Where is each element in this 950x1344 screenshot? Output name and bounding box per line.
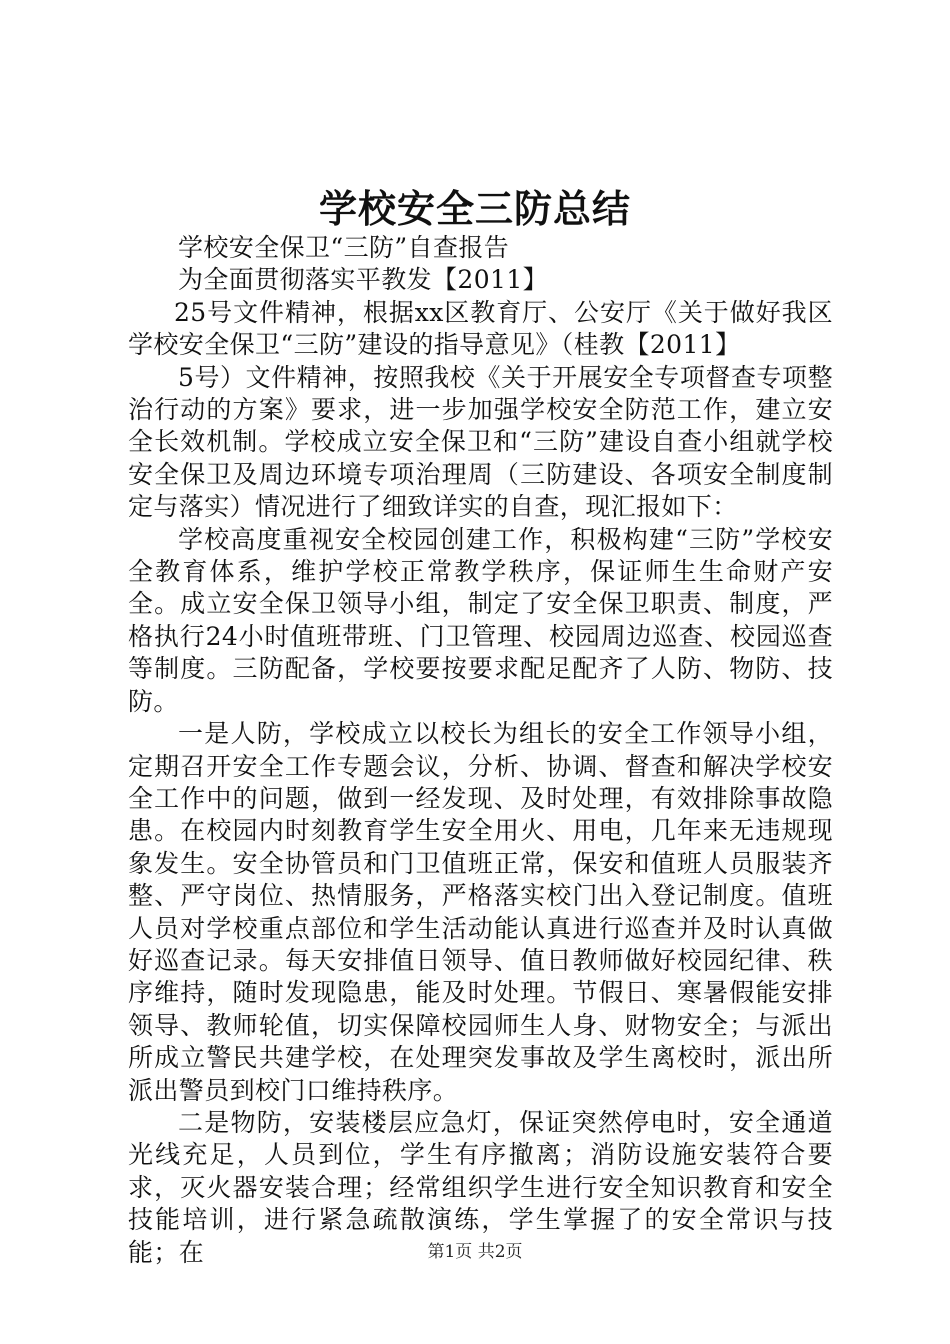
paragraph-5: 学校高度重视安全校园创建工作，积极构建“三防”学校安全教育体系，维护学校正常教学秩序，保证师生生命财产安全。成立安全保卫领导小组，制定了安全保卫职责、制度，严格执行24小时值班带班、门卫管理、校园周边巡查、校园巡查等制度。三防配备，学校要按要求配足配齐了人防、物防、技防。: [128, 524, 833, 716]
paragraph-4: 5号）文件精神，按照我校《关于开展安全专项督查专项整治行动的方案》要求，进一步加强学校安全防范工作，建立安全长效机制。学校成立安全保卫和“三防”建设自查小组就学校安全保卫及周边环境专项治理周（三防建设、各项安全制度制定与落实）情况进行了细致详实的自查，现汇报如下：: [128, 362, 833, 522]
paragraph-6: 一是人防，学校成立以校长为组长的安全工作领导小组，定期召开安全工作专题会议，分析、协调、督查和解决学校安全工作中的问题，做到一经发现、及时处理，有效排除事故隐患。在校园内时刻教育学生安全用火、用电，几年来无违规现象发生。安全协管员和门卫值班正常，保安和值班人员服装齐整、严守岗位、热情服务，严格落实校门出入登记制度。值班人员对学校重点部位和学生活动能认真进行巡查并及时认真做好巡查记录。每天安排值日领导、值日教师做好校园纪律、秩序维持，随时发现隐患，能及时处理。节假日、寒暑假能安排领导、教师轮值，切实保障校园师生人身、财物安全；与派出所成立警民共建学校，在处理突发事故及学生离校时，派出所派出警员到校门口维持秩序。: [128, 719, 833, 1105]
paragraph-1: 学校安全保卫“三防”自查报告: [178, 233, 510, 262]
paragraph-7: 二是物防，安装楼层应急灯，保证突然停电时，安全通道光线充足，人员到位，学生有序撤离；消防设施安装符合要求，灭火器安装合理；经常组织学生进行安全知识教育和安全技能培训，进行紧急疏散演练，学生掌握了的安全常识与技能；在: [128, 1107, 833, 1267]
page-footer: 第1页 共2页: [427, 1242, 523, 1262]
document-body: [128, 232, 833, 1269]
paragraph-2: 为全面贯彻落实平教发【2011】: [178, 265, 549, 295]
document-title: 学校安全三防总结: [318, 186, 631, 231]
paragraph-3: 25号文件精神，根据xx区教育厅、公安厅《关于做好我区学校安全保卫“三防”建设的指导意见》（桂教【2011】: [128, 297, 833, 360]
